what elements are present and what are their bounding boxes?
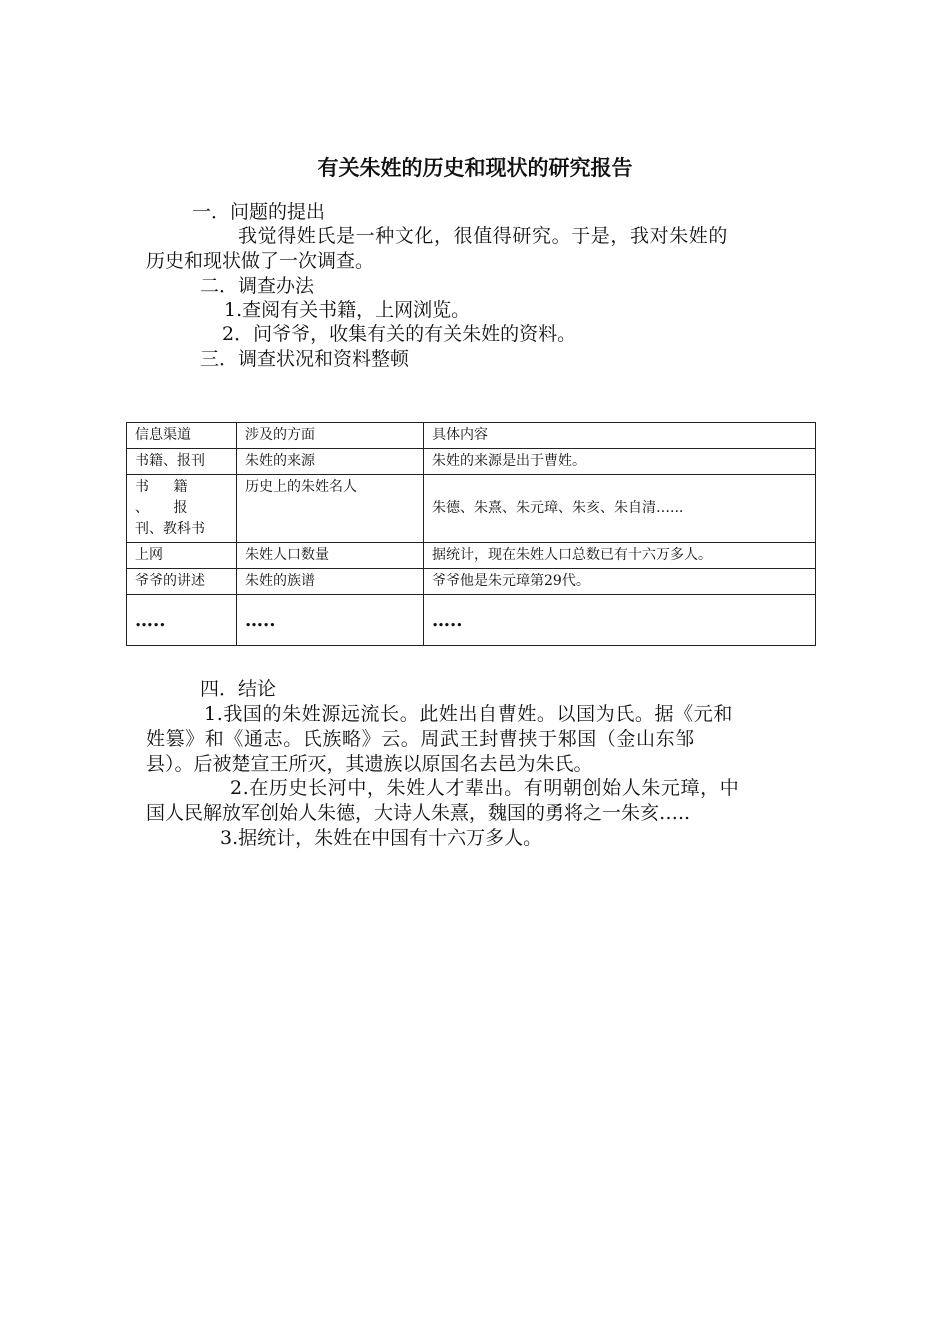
table-cell: 据统计，现在朱姓人口总数已有十六万多人。: [424, 543, 816, 569]
section-4-heading: 四．结论: [200, 678, 277, 700]
section-2-heading: 二．调查办法: [200, 275, 315, 297]
table-cell: [127, 475, 237, 543]
section-3-heading: 三．调查状况和资料整顿: [200, 348, 410, 370]
table-row: [127, 475, 816, 543]
section-1-heading: 一．问题的提出: [192, 201, 326, 223]
conclusion-1-line-1: 1.我国的朱姓源远流长。此姓出自曹姓。以国为氏。据《元和: [204, 703, 733, 725]
conclusion-3-line-1: 3.据统计，朱姓在中国有十六万多人。: [220, 827, 543, 849]
conclusion-2-line-2: 国人民解放军创始人朱德，大诗人朱熹，魏国的勇将之一朱亥…..: [146, 802, 691, 824]
table-cell: 朱德、朱熹、朱元璋、朱亥、朱自清…...: [424, 475, 816, 543]
table-row: [127, 449, 816, 475]
table-row: [127, 543, 816, 569]
table-header-cell: 信息渠道: [127, 423, 237, 449]
conclusion-2-line-1: 2.在历史长河中，朱姓人才辈出。有明朝创始人朱元璋，中: [230, 777, 740, 799]
table-header-cell: 具体内容: [424, 423, 816, 449]
table-cell: 上网: [127, 543, 237, 569]
table-cell-line: 书 籍 、 报: [135, 479, 198, 516]
table-cell: 朱姓的族谱: [237, 569, 424, 595]
conclusion-1-line-2: 姓篡》和《通志。氏族略》云。周武王封曹挟于邾国（金山东邹: [146, 728, 695, 750]
table-cell: …..: [237, 595, 424, 646]
table-cell: 爷爷的讲述: [127, 569, 237, 595]
survey-table: [126, 422, 816, 646]
table-cell: 历史上的朱姓名人: [237, 475, 424, 543]
table-cell: …..: [127, 595, 237, 646]
table-cell: 书籍、报刊: [127, 449, 237, 475]
conclusion-1-line-3: 县）。后被楚宣王所灭，其遗族以原国名去邑为朱氏。: [146, 753, 593, 775]
table-cell: 朱姓的来源是出于曹姓。: [424, 449, 816, 475]
section-1-paragraph-line-1: 我觉得姓氏是一种文化，很值得研究。于是，我对朱姓的: [238, 225, 729, 247]
table-cell: …..: [424, 595, 816, 646]
table-cell-line: 刊、教科书: [135, 521, 205, 537]
section-2-item-2: 2．问爷爷，收集有关的有关朱姓的资料。: [222, 323, 577, 345]
table-header-cell: 涉及的方面: [237, 423, 424, 449]
table-row: [127, 569, 816, 595]
section-2-item-1: 1.查阅有关书籍，上网浏览。: [224, 299, 471, 321]
section-1-paragraph-line-2: 历史和现状做了一次调查。: [146, 250, 375, 272]
table-header-row: [127, 423, 816, 449]
document-title: 有关朱姓的历史和现状的研究报告: [317, 156, 633, 180]
table-cell: 朱姓人口数量: [237, 543, 424, 569]
table-row: [127, 595, 816, 646]
table-cell: 朱姓的来源: [237, 449, 424, 475]
table-cell: 爷爷他是朱元璋第29代。: [424, 569, 816, 595]
